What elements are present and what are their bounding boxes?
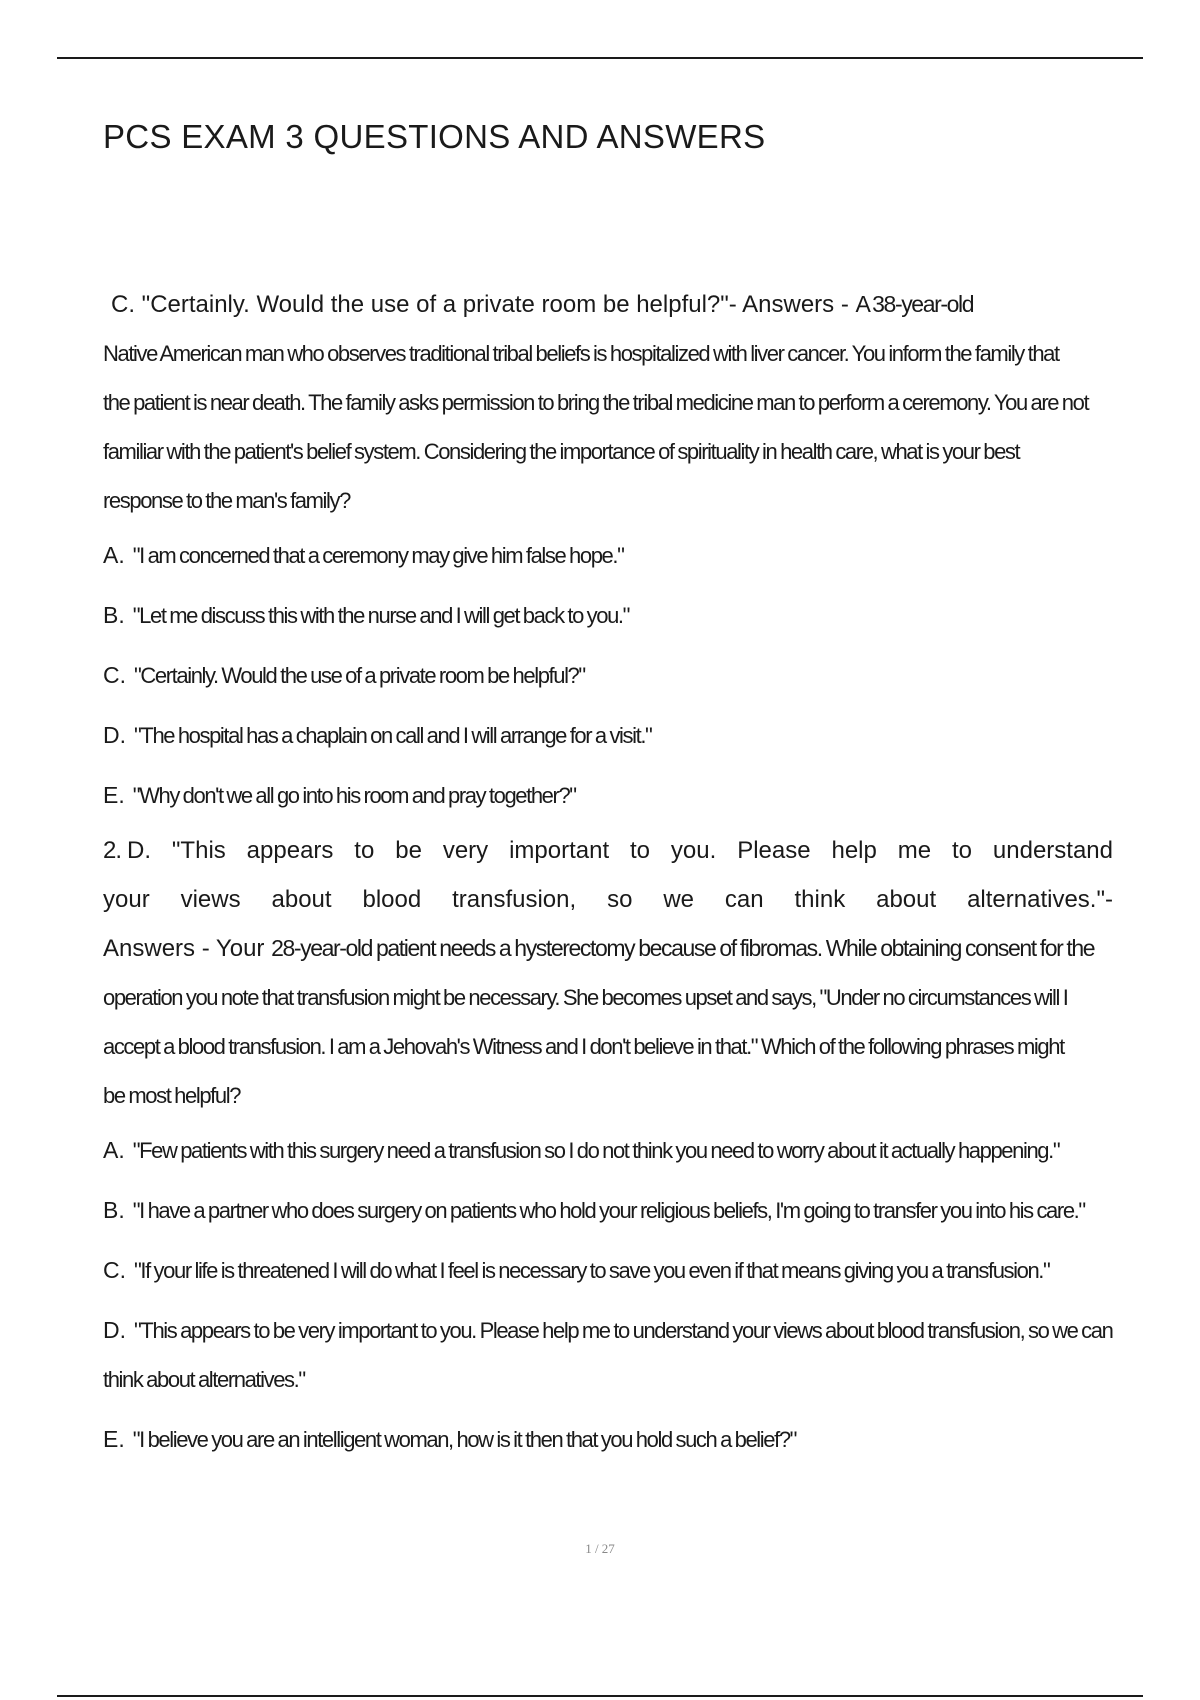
stem-line bbox=[103, 1071, 1113, 1120]
stem-text: be most helpful? bbox=[103, 1083, 241, 1108]
option-d bbox=[103, 711, 1165, 760]
question-number: 2. bbox=[103, 837, 122, 864]
stem-line bbox=[103, 280, 1165, 329]
stem-text: operation you note that transfusion might be necessary. She becomes upset and says, "Under no circumstances will I bbox=[103, 985, 1068, 1010]
stem-line bbox=[103, 973, 1113, 1022]
answer-lead-line bbox=[103, 826, 1113, 875]
answer-lead: D. "This appears to be very important to you. Please help me to understand bbox=[127, 837, 1113, 864]
option-text: "The hospital has a chaplain on call and I will arrange for a visit." bbox=[134, 723, 652, 748]
top-rule bbox=[57, 57, 1143, 59]
stem-text: accept a blood transfusion. I am a Jehovah's Witness and I don't believe in that." Which of the following phrases might bbox=[103, 1034, 1064, 1059]
option-text: "Why don't we all go into his room and pray together?" bbox=[132, 783, 576, 808]
option-letter: A. bbox=[103, 542, 125, 568]
stem-text: 28-year-old patient needs a hysterectomy because of fibromas. While obtaining consent for the bbox=[271, 935, 1095, 961]
option-list-2 bbox=[103, 1126, 1113, 1464]
option-c bbox=[103, 651, 1165, 700]
option-letter: D. bbox=[103, 1317, 126, 1343]
answer-lead: Answers - Your bbox=[103, 935, 272, 962]
option-letter: C. bbox=[103, 662, 126, 688]
stem-line bbox=[103, 924, 1113, 973]
question-block-1 bbox=[103, 280, 1165, 831]
option-letter: D. bbox=[103, 722, 126, 748]
option-b bbox=[103, 1186, 1113, 1235]
stem-text: familiar with the patient's belief system. Considering the importance of spirituality in health care, what is your best bbox=[103, 439, 1020, 464]
bottom-rule bbox=[57, 1695, 1143, 1697]
stem-line bbox=[103, 378, 1165, 427]
option-text: "I believe you are an intelligent woman, how is it then that you hold such a belief?" bbox=[132, 1427, 797, 1452]
option-e bbox=[103, 771, 1165, 820]
option-a bbox=[103, 1126, 1113, 1175]
option-text: "If your life is threatened I will do what I feel is necessary to save you even if that means giving you a transfusion." bbox=[134, 1258, 1050, 1283]
stem-line bbox=[103, 476, 1165, 525]
option-letter: E. bbox=[103, 782, 125, 808]
option-text: "I am concerned that a ceremony may give him false hope." bbox=[132, 543, 624, 568]
option-letter: B. bbox=[103, 1197, 125, 1223]
stem-text: response to the man's family? bbox=[103, 488, 350, 513]
option-text: "I have a partner who does surgery on patients who hold your religious beliefs, I'm going to transfer you into his care." bbox=[132, 1198, 1085, 1223]
stem-text: the patient is near death. The family asks permission to bring the tribal medicine man to perform a ceremony. You are not bbox=[103, 390, 1089, 415]
document-title: PCS EXAM 3 QUESTIONS AND ANSWERS bbox=[103, 118, 766, 155]
option-b bbox=[103, 591, 1165, 640]
stem-line bbox=[103, 329, 1165, 378]
answer-lead-line: your views about blood transfusion, so we can think about alternatives."- bbox=[103, 886, 1113, 913]
option-letter: C. bbox=[103, 1257, 126, 1283]
stem-text: Native American man who observes traditional tribal beliefs is hospitalized with liver cancer. You inform the family that bbox=[103, 341, 1059, 366]
page-number: 1 / 27 bbox=[585, 1541, 615, 1556]
stem-text: A 38-year-old bbox=[855, 291, 974, 317]
stem-line bbox=[103, 427, 1165, 476]
question-stem-1 bbox=[103, 280, 1165, 525]
option-text: "Let me discuss this with the nurse and I will get back to you." bbox=[132, 603, 630, 628]
option-e bbox=[103, 1415, 1113, 1464]
option-text: "This appears to be very important to you. Please help me to understand your views about blood transfusion, so we can think about alternatives." bbox=[103, 1318, 1113, 1392]
option-d bbox=[103, 1306, 1113, 1404]
answer-lead: C. "Certainly. Would the use of a private room be helpful?"- Answers - bbox=[111, 291, 856, 318]
option-a bbox=[103, 531, 1165, 580]
option-text: "Few patients with this surgery need a transfusion so I do not think you need to worry about it actually happening." bbox=[132, 1138, 1060, 1163]
option-list-1 bbox=[103, 531, 1165, 820]
option-letter: A. bbox=[103, 1137, 125, 1163]
option-letter: E. bbox=[103, 1426, 125, 1452]
question-block-2 bbox=[103, 826, 1113, 1475]
option-letter: B. bbox=[103, 602, 125, 628]
stem-line bbox=[103, 1022, 1113, 1071]
option-c bbox=[103, 1246, 1113, 1295]
option-text: "Certainly. Would the use of a private room be helpful?" bbox=[134, 663, 585, 688]
